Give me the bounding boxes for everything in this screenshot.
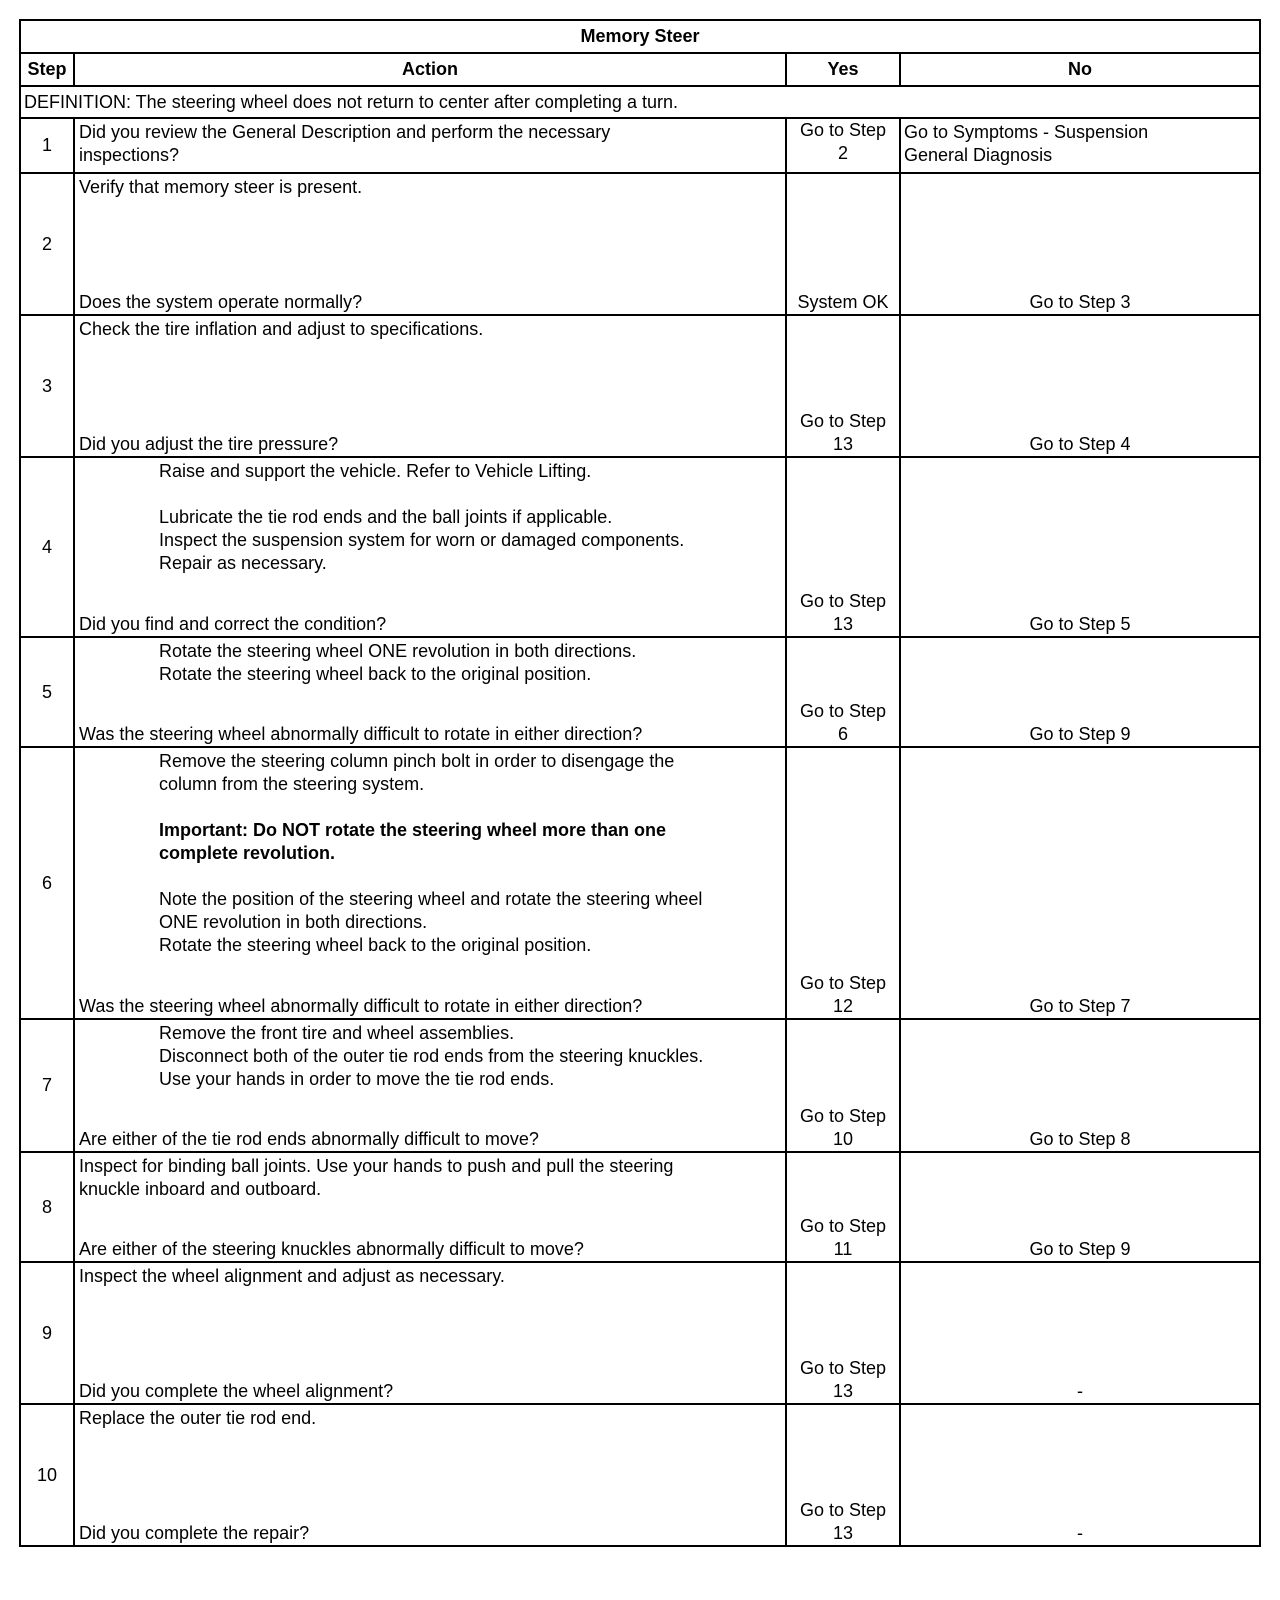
instruction-line: Check the tire inflation and adjust to specifications. <box>79 319 484 339</box>
action-question: Did you find and correct the condition? <box>79 614 387 634</box>
table-row <box>20 747 1260 1019</box>
no-result-line: - <box>1077 1381 1083 1401</box>
instruction-line <box>79 483 781 506</box>
no-result <box>900 637 1260 747</box>
table-row <box>20 1152 1260 1262</box>
step-number: 4 <box>20 457 74 637</box>
yes-result-line: 12 <box>832 996 854 1016</box>
step-number: 2 <box>20 173 74 315</box>
yes-result-line: Go to Step <box>799 701 887 721</box>
action-question: Did you complete the repair? <box>79 1523 310 1543</box>
step-number: 7 <box>20 1019 74 1152</box>
instruction-line: Lubricate the tie rod ends and the ball joints if applicable. <box>159 507 613 527</box>
action-instructions <box>79 176 781 199</box>
instruction-line: Inspect the wheel alignment and adjust as necessary. <box>79 1266 505 1286</box>
no-result-line: Go to Step 9 <box>1029 1239 1131 1259</box>
instruction-line: Rotate the steering wheel back to the original position. <box>159 935 592 955</box>
instruction-line: Replace the outer tie rod end. <box>79 1408 317 1428</box>
no-result <box>900 118 1260 173</box>
action-instructions <box>79 1155 781 1201</box>
action-cell <box>74 118 786 173</box>
definition-text: DEFINITION: The steering wheel does not return to center after completing a turn. <box>20 86 1260 118</box>
step-number: 8 <box>20 1152 74 1262</box>
instruction-line: column from the steering system. <box>159 774 425 794</box>
no-result <box>900 315 1260 457</box>
yes-result-line: 13 <box>832 1523 854 1543</box>
yes-result-line: Go to Step <box>799 1500 887 1520</box>
yes-result <box>786 315 900 457</box>
instruction-line <box>79 865 781 888</box>
no-result-line: Go to Step 5 <box>1029 614 1131 634</box>
instruction-line: Verify that memory steer is present. <box>79 177 363 197</box>
yes-result-line: 10 <box>832 1129 854 1149</box>
instruction-line: Repair as necessary. <box>159 553 327 573</box>
no-result <box>900 1404 1260 1546</box>
title-row <box>20 20 1260 53</box>
instruction-line: Raise and support the vehicle. Refer to Vehicle Lifting. <box>159 461 592 481</box>
no-result <box>900 457 1260 637</box>
no-result-line: Go to Step 7 <box>1029 996 1131 1016</box>
no-result-line: Go to Step 3 <box>1029 292 1131 312</box>
table-row <box>20 173 1260 315</box>
action-instructions <box>79 460 781 575</box>
action-instructions <box>79 1265 781 1288</box>
yes-result-line: System OK <box>797 292 889 312</box>
header-no: No <box>900 53 1260 86</box>
no-result <box>900 1152 1260 1262</box>
yes-result-line: Go to Step <box>799 973 887 993</box>
action-question: Did you complete the wheel alignment? <box>79 1381 394 1401</box>
action-instructions <box>79 750 781 957</box>
yes-result <box>786 1262 900 1404</box>
instruction-line: Use your hands in order to move the tie rod ends. <box>159 1069 555 1089</box>
yes-result <box>786 1152 900 1262</box>
instruction-line: Inspect the suspension system for worn or damaged components. <box>159 530 685 550</box>
header-step: Step <box>20 53 74 86</box>
action-cell <box>74 1019 786 1152</box>
no-result-line: General Diagnosis <box>904 145 1053 165</box>
step-number: 6 <box>20 747 74 1019</box>
instruction-line: Disconnect both of the outer tie rod ends from the steering knuckles. <box>159 1046 704 1066</box>
action-question: Did you adjust the tire pressure? <box>79 434 339 454</box>
yes-result-line: Go to Step <box>799 411 887 431</box>
definition-row <box>20 86 1260 118</box>
no-result-line: Go to Step 8 <box>1029 1129 1131 1149</box>
instruction-line: Inspect for binding ball joints. Use your hands to push and pull the steering <box>79 1156 674 1176</box>
table-row <box>20 1019 1260 1152</box>
yes-result-line: 2 <box>837 143 848 163</box>
instruction-line: Rotate the steering wheel ONE revolution in both directions. <box>159 641 637 661</box>
table-row <box>20 315 1260 457</box>
no-result <box>900 1262 1260 1404</box>
yes-result-line: Go to Step <box>799 1216 887 1236</box>
table-title: Memory Steer <box>20 20 1260 53</box>
table-row <box>20 1262 1260 1404</box>
yes-result <box>786 173 900 315</box>
important-note: Important: Do NOT rotate the steering wheel more than one <box>159 820 667 840</box>
no-result-line: Go to Symptoms - Suspension <box>904 122 1149 142</box>
header-action: Action <box>74 53 786 86</box>
yes-result <box>786 637 900 747</box>
instruction-line: Rotate the steering wheel back to the original position. <box>159 664 592 684</box>
instruction-line: ONE revolution in both directions. <box>159 912 428 932</box>
no-result <box>900 173 1260 315</box>
action-cell <box>74 637 786 747</box>
action-cell <box>74 1152 786 1262</box>
action-cell <box>74 747 786 1019</box>
step-number: 10 <box>20 1404 74 1546</box>
instruction-line: Remove the steering column pinch bolt in order to disengage the <box>159 751 675 771</box>
yes-result-line: 13 <box>832 1381 854 1401</box>
memory-steer-table <box>19 19 1261 1547</box>
step-number: 5 <box>20 637 74 747</box>
yes-result-line: 13 <box>832 614 854 634</box>
action-cell <box>74 457 786 637</box>
instruction-line: inspections? <box>79 145 180 165</box>
instruction-line <box>79 796 781 819</box>
action-cell <box>74 1404 786 1546</box>
instruction-line: Did you review the General Description and perform the necessary <box>79 122 611 142</box>
no-result-line: Go to Step 9 <box>1029 724 1131 744</box>
step-number: 3 <box>20 315 74 457</box>
action-instructions <box>79 640 781 686</box>
step-number: 1 <box>20 118 74 173</box>
yes-result <box>786 457 900 637</box>
instruction-line: knuckle inboard and outboard. <box>79 1179 322 1199</box>
yes-result <box>786 747 900 1019</box>
action-question: Was the steering wheel abnormally difficult to rotate in either direction? <box>79 996 643 1016</box>
no-result-line: - <box>1077 1523 1083 1543</box>
action-question: Are either of the tie rod ends abnormally difficult to move? <box>79 1129 539 1149</box>
header-yes: Yes <box>786 53 900 86</box>
step-number: 9 <box>20 1262 74 1404</box>
instruction-line: Note the position of the steering wheel and rotate the steering wheel <box>159 889 703 909</box>
no-result <box>900 747 1260 1019</box>
header-row <box>20 53 1260 86</box>
table-row <box>20 637 1260 747</box>
yes-result-line: 13 <box>832 434 854 454</box>
no-result <box>900 1019 1260 1152</box>
table-row <box>20 1404 1260 1546</box>
action-instructions <box>79 121 781 167</box>
yes-result <box>786 1404 900 1546</box>
action-question: Are either of the steering knuckles abnormally difficult to move? <box>79 1239 584 1259</box>
table-row <box>20 457 1260 637</box>
yes-result-line: Go to Step <box>799 591 887 611</box>
action-instructions <box>79 318 781 341</box>
action-cell <box>74 315 786 457</box>
yes-result-line: Go to Step <box>799 1358 887 1378</box>
important-note: complete revolution. <box>159 843 336 863</box>
yes-result <box>786 118 900 173</box>
yes-result-line: 6 <box>837 724 848 744</box>
instruction-line: Remove the front tire and wheel assemblies. <box>159 1023 515 1043</box>
action-instructions <box>79 1407 781 1430</box>
action-cell <box>74 173 786 315</box>
action-question: Does the system operate normally? <box>79 292 363 312</box>
yes-result-line: Go to Step <box>799 1106 887 1126</box>
yes-result <box>786 1019 900 1152</box>
action-cell <box>74 1262 786 1404</box>
yes-result-line: Go to Step <box>799 120 887 140</box>
action-instructions <box>79 1022 781 1091</box>
no-result-line: Go to Step 4 <box>1029 434 1131 454</box>
action-question: Was the steering wheel abnormally difficult to rotate in either direction? <box>79 724 643 744</box>
yes-result-line: 11 <box>833 1239 853 1259</box>
table-row <box>20 118 1260 173</box>
